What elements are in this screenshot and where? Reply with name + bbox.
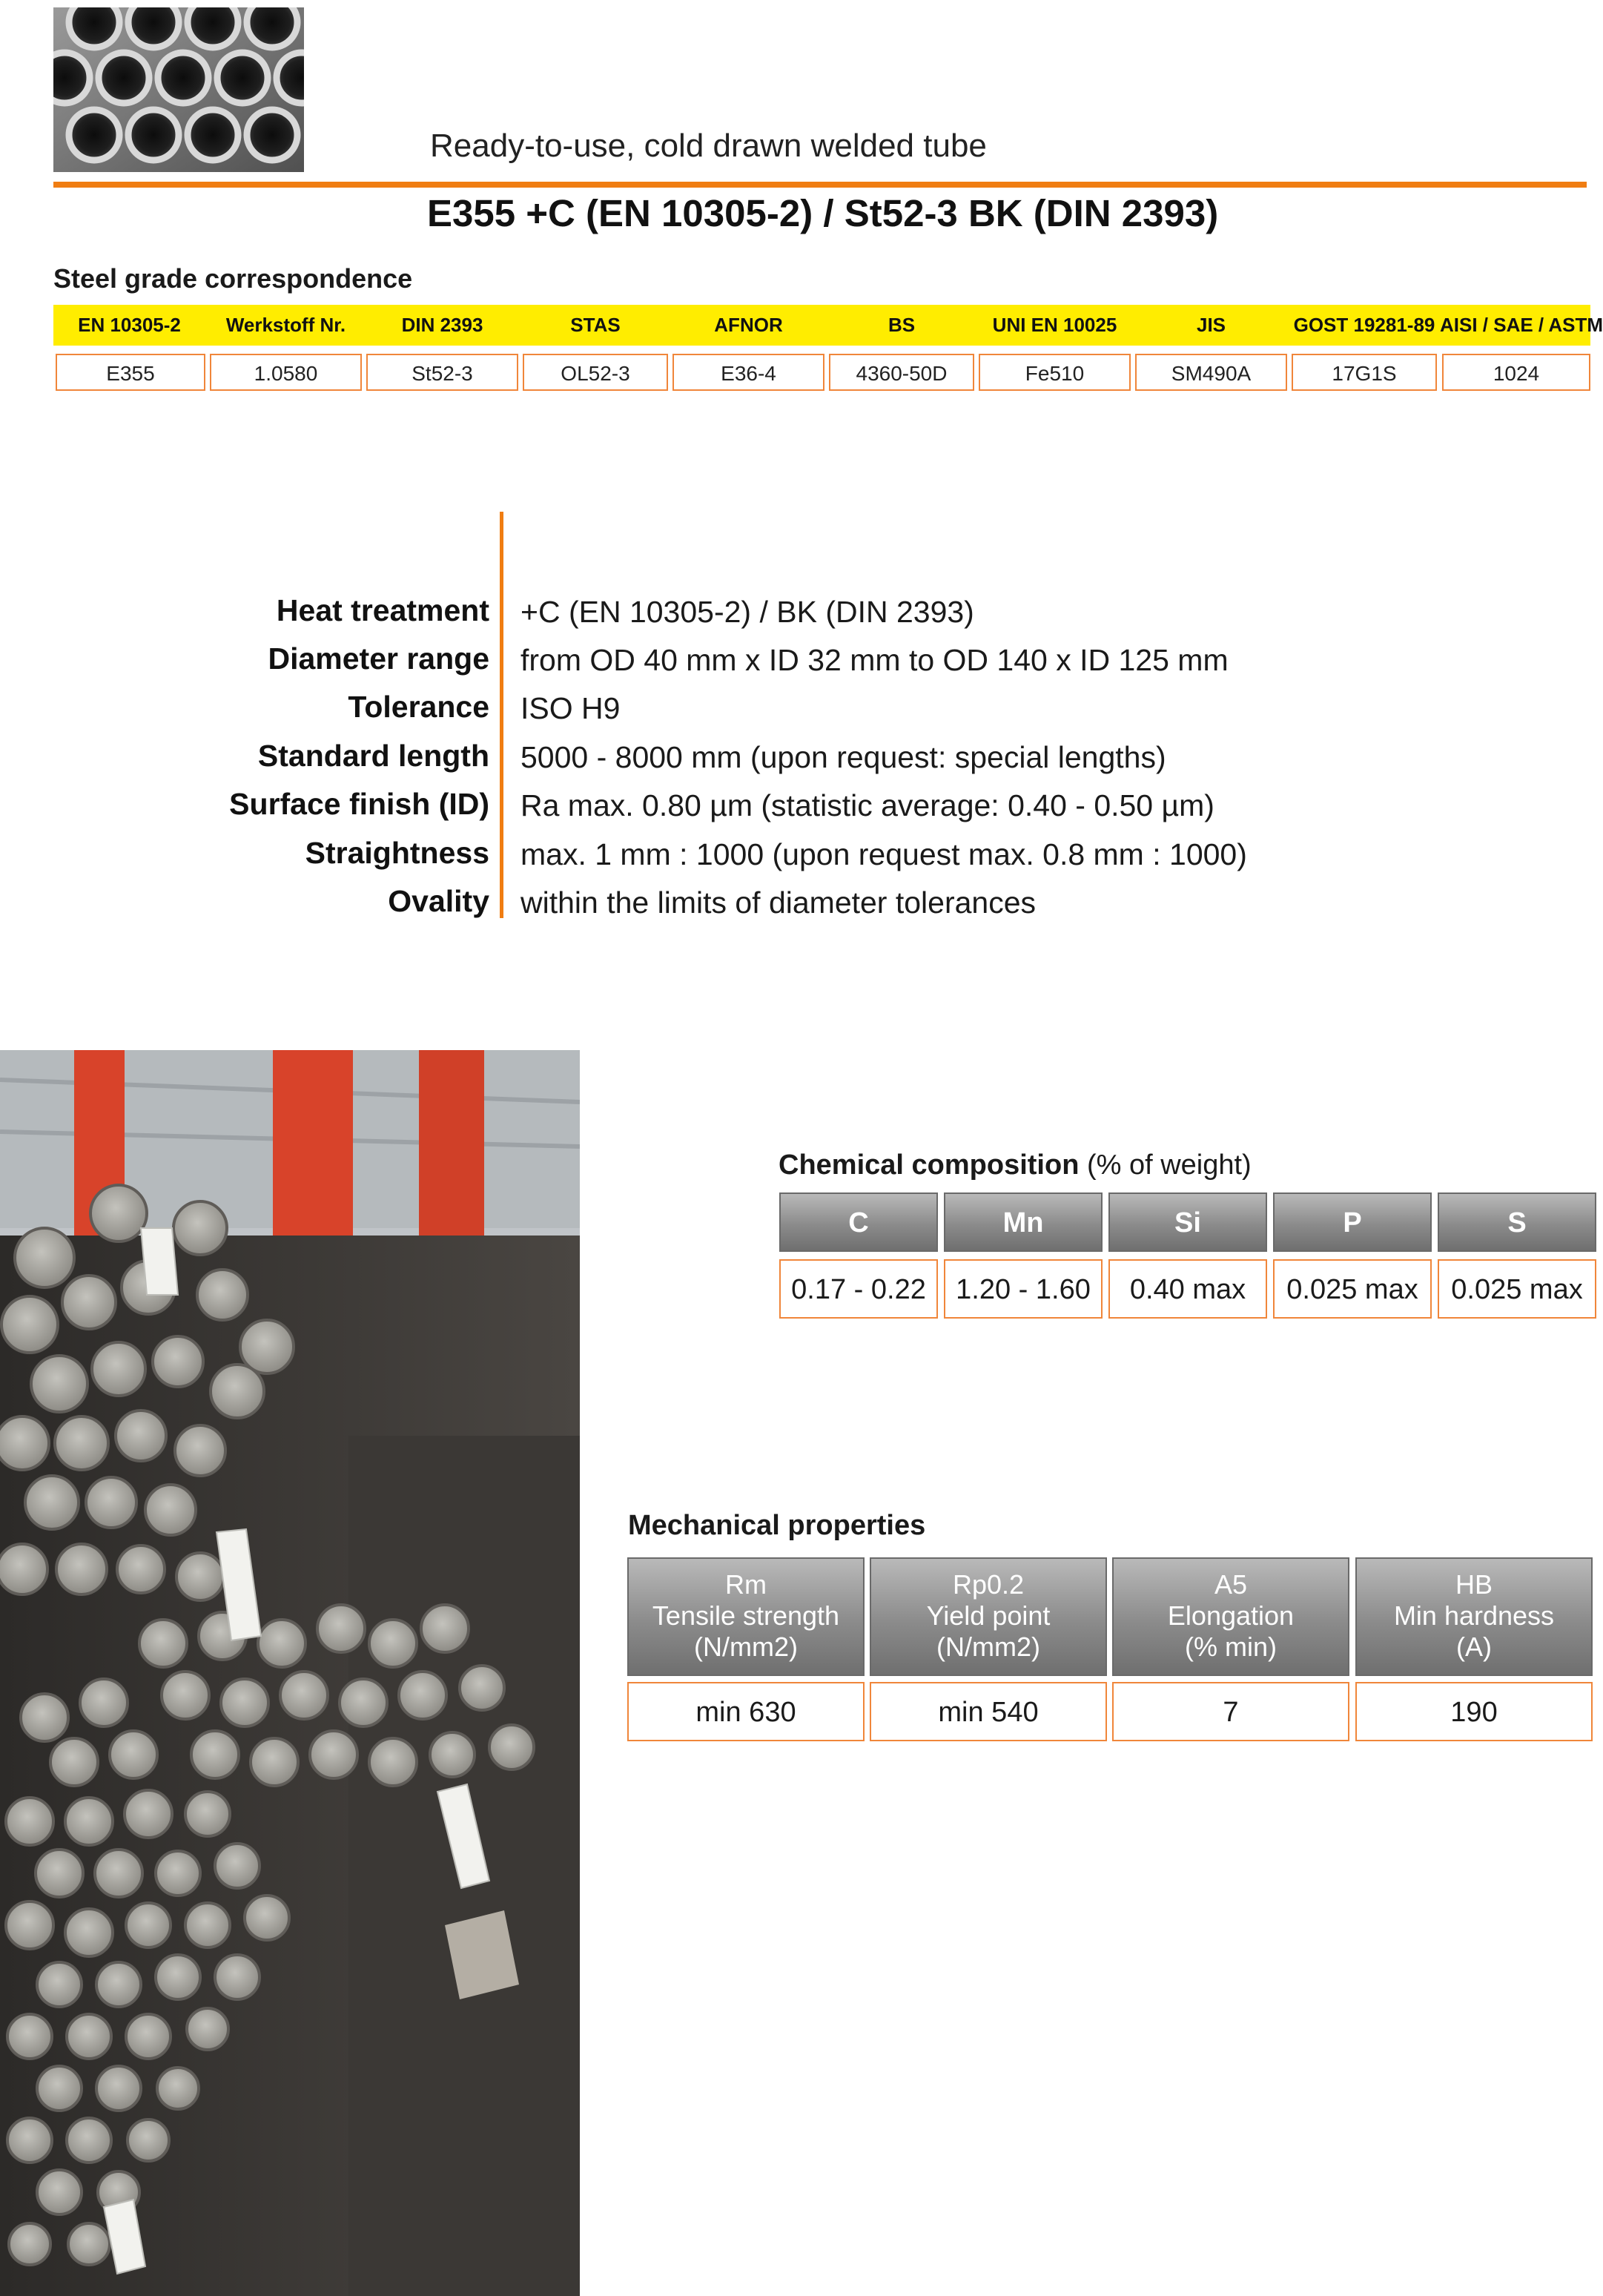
grade-table-heading: Steel grade correspondence xyxy=(53,263,413,294)
spec-value-surface-finish: Ra max. 0.80 µm (statistic average: 0.40 - 0.50 µm) xyxy=(520,788,1214,822)
grade-col-header: AFNOR xyxy=(714,314,783,336)
chem-value: 0.025 max xyxy=(1438,1259,1596,1319)
chem-col-header: C xyxy=(779,1192,938,1252)
mech-header-symbol: HB xyxy=(1455,1569,1493,1600)
mech-value: 190 xyxy=(1355,1682,1593,1741)
mech-col-header-a5 xyxy=(1112,1557,1349,1676)
spec-label-diameter-range: Diameter range xyxy=(268,641,489,676)
chem-col-header: P xyxy=(1273,1192,1432,1252)
mech-value: min 630 xyxy=(627,1682,865,1741)
spec-value-tolerance: ISO H9 xyxy=(520,691,621,725)
chem-value: 1.20 - 1.60 xyxy=(944,1259,1103,1319)
spec-value-diameter-range: from OD 40 mm x ID 32 mm to OD 140 x ID 125 mm xyxy=(520,643,1229,677)
grade-cell: 1024 xyxy=(1442,354,1590,391)
spec-label-ovality: Ovality xyxy=(388,884,489,918)
grade-cell: 1.0580 xyxy=(210,354,362,391)
spec-value-heat-treatment: +C (EN 10305-2) / BK (DIN 2393) xyxy=(520,595,974,629)
grade-col-header: Werkstoff Nr. xyxy=(225,314,346,336)
grade-col-header: DIN 2393 xyxy=(401,314,483,336)
grade-cell: E355 xyxy=(56,354,205,391)
spec-label-standard-length: Standard length xyxy=(257,739,489,773)
mech-header-unit: (% min) xyxy=(1185,1632,1277,1662)
mech-value: 7 xyxy=(1112,1682,1349,1741)
mech-col-header-rp xyxy=(870,1557,1107,1676)
mech-value: min 540 xyxy=(870,1682,1107,1741)
chem-value: 0.17 - 0.22 xyxy=(779,1259,938,1319)
page-title: E355 +C (EN 10305-2) / St52-3 BK (DIN 2393) xyxy=(427,192,1219,234)
mechanical-heading: Mechanical properties xyxy=(628,1510,926,1541)
mech-header-unit: (A) xyxy=(1456,1632,1492,1662)
chem-col-header: Si xyxy=(1108,1192,1267,1252)
mech-header-name: Min hardness xyxy=(1393,1600,1555,1631)
chem-col-header: S xyxy=(1438,1192,1596,1252)
spec-label-heat-treatment: Heat treatment xyxy=(276,593,489,627)
grade-col-header: BS xyxy=(888,314,916,336)
grade-cell: St52-3 xyxy=(366,354,518,391)
grade-cell: SM490A xyxy=(1135,354,1287,391)
mech-col-header-hb xyxy=(1355,1557,1593,1676)
spec-label-straightness: Straightness xyxy=(305,836,489,870)
chem-value: 0.40 max xyxy=(1108,1259,1267,1319)
mech-header-symbol: Rm xyxy=(725,1569,767,1600)
chemical-heading-main: Chemical composition xyxy=(779,1149,1080,1181)
grade-cell: E36-4 xyxy=(672,354,824,391)
spec-value-straightness: max. 1 mm : 1000 (upon request max. 0.8 mm : 1000) xyxy=(520,837,1247,871)
header-divider xyxy=(53,182,1587,188)
spec-label-surface-finish: Surface finish (ID) xyxy=(229,787,489,821)
chemical-heading xyxy=(779,1149,1252,1181)
spec-value-standard-length: 5000 - 8000 mm (upon request: special lengths) xyxy=(520,740,1166,774)
chem-value: 0.025 max xyxy=(1273,1259,1432,1319)
spec-divider xyxy=(500,512,503,918)
grade-cell: OL52-3 xyxy=(523,354,668,391)
mech-header-symbol: Rp0.2 xyxy=(952,1569,1025,1600)
grade-cell: 17G1S xyxy=(1292,354,1437,391)
grade-cell: Fe510 xyxy=(979,354,1131,391)
mech-header-name: Tensile strength xyxy=(652,1600,840,1631)
tube-ends-image xyxy=(53,7,304,172)
mech-header-unit: (N/mm2) xyxy=(694,1632,798,1662)
mech-header-name: Yield point xyxy=(926,1600,1051,1631)
mech-header-name: Elongation xyxy=(1167,1600,1295,1631)
grade-col-header: STAS xyxy=(570,314,621,336)
spec-label-tolerance: Tolerance xyxy=(348,690,489,724)
spec-value-ovality: within the limits of diameter tolerances xyxy=(520,885,1037,920)
chemical-heading-unit: (% of weight) xyxy=(1079,1149,1252,1181)
mech-col-header-rm xyxy=(627,1557,865,1676)
grade-cell: 4360-50D xyxy=(829,354,974,391)
grade-col-header: JIS xyxy=(1196,314,1226,336)
mech-header-unit: (N/mm2) xyxy=(936,1632,1040,1662)
tube-stock-photo xyxy=(0,1050,580,2296)
page-subtitle: Ready-to-use, cold drawn welded tube xyxy=(430,128,987,164)
grade-col-header: GOST 19281-89 xyxy=(1293,314,1435,336)
grade-col-header: UNI EN 10025 xyxy=(992,314,1117,336)
grade-col-header: EN 10305-2 xyxy=(78,314,181,336)
mech-header-symbol: A5 xyxy=(1214,1569,1248,1600)
grade-col-header: AISI / SAE / ASTM xyxy=(1440,314,1603,336)
chem-col-header: Mn xyxy=(944,1192,1103,1252)
